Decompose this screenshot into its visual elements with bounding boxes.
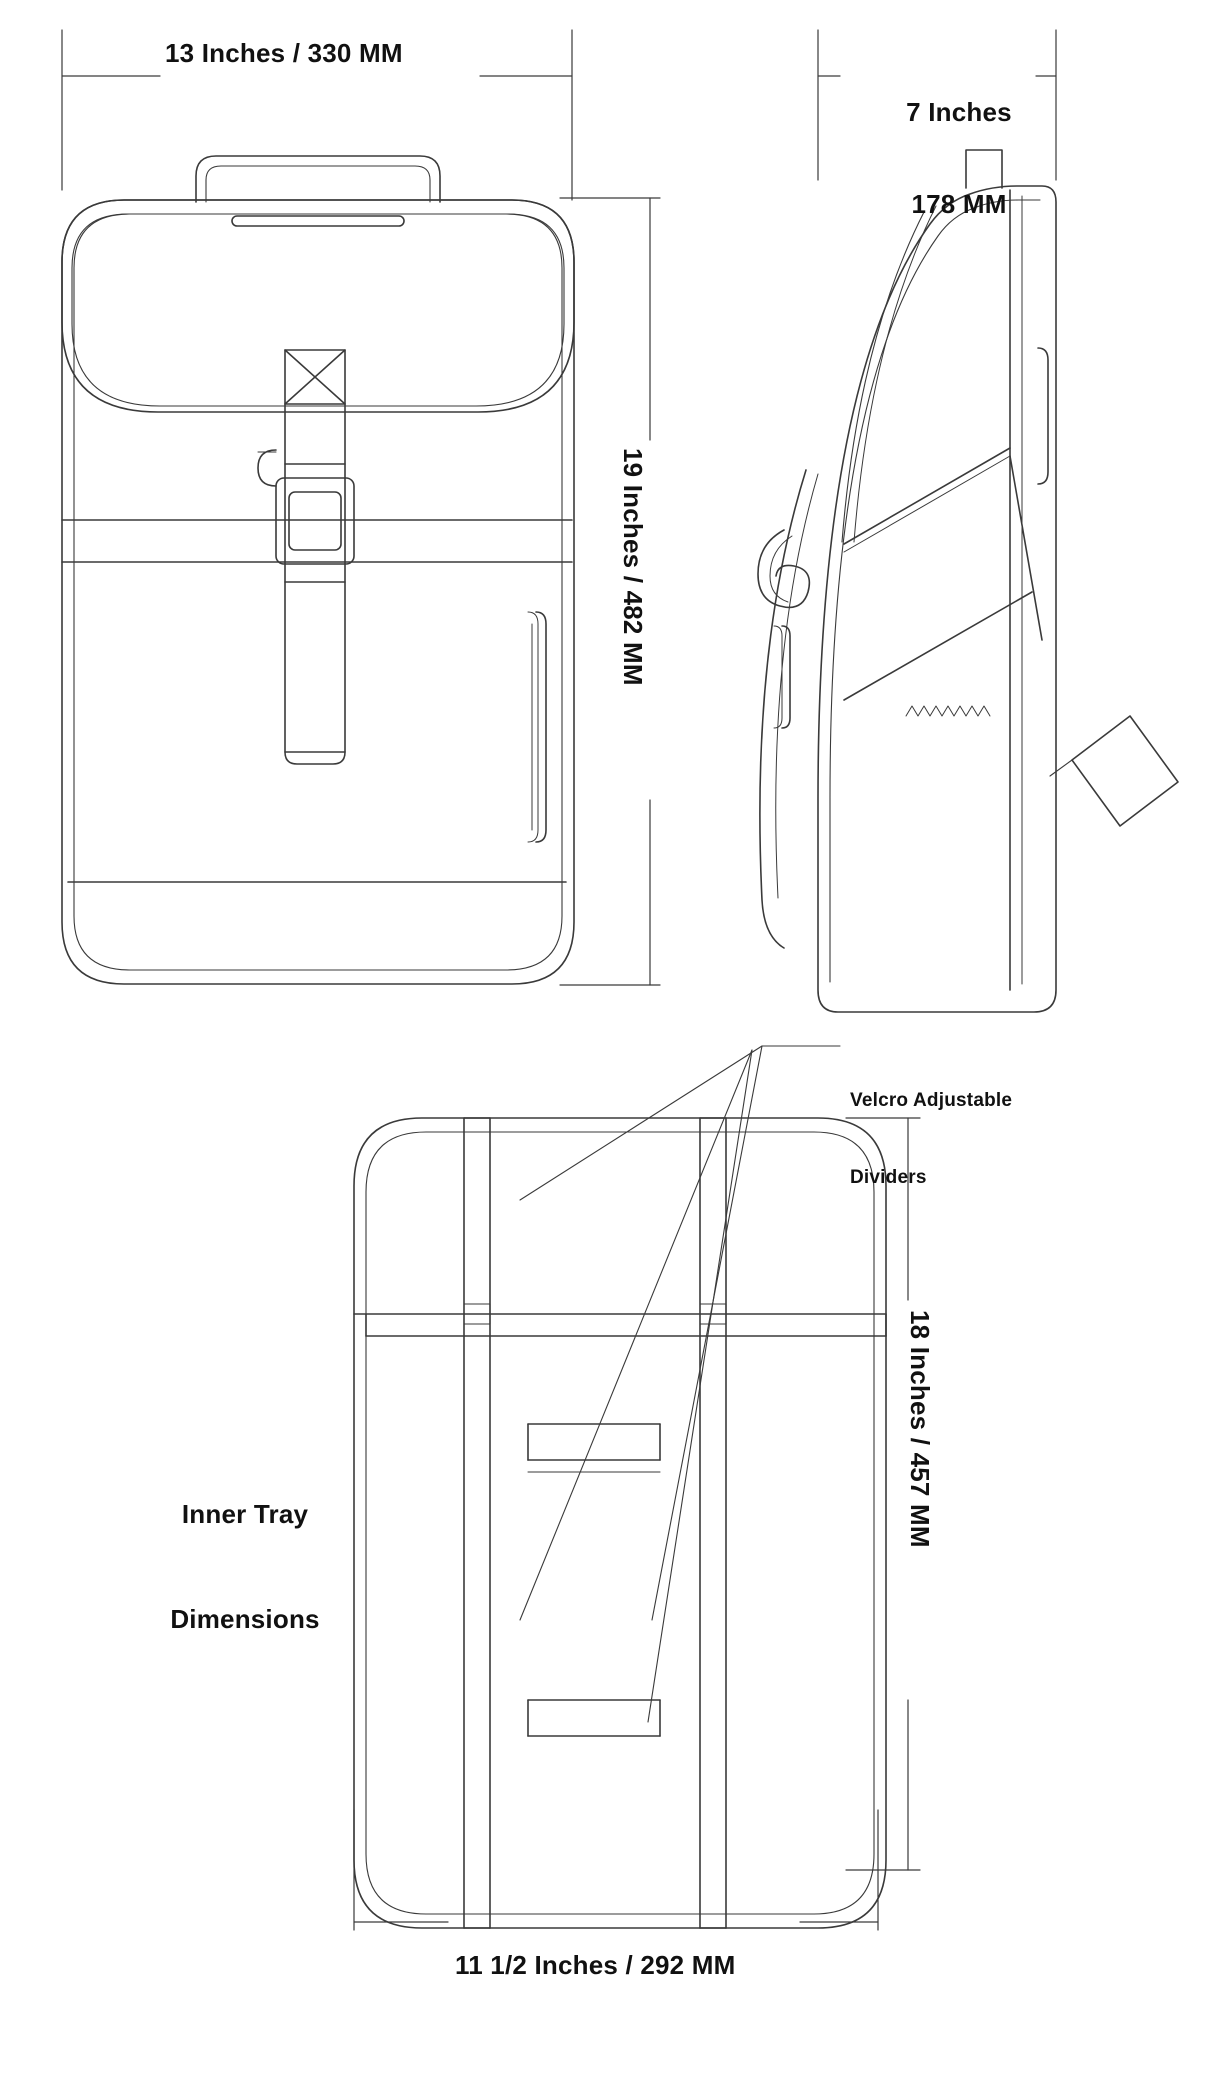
front-strap-lower [285,582,345,752]
tray-width-dimension [354,1810,878,1930]
side-width-label-line2: 178 MM [911,189,1007,220]
side-front-strap [760,470,806,948]
front-body-inner-edge [74,214,562,970]
velcro-leader-lines [520,1046,840,1722]
side-diagonal-base [844,592,1032,700]
front-buckle-loop-left [258,450,276,486]
front-flap-inner-edge [72,214,564,406]
side-body-inner-edge [830,200,1040,982]
front-strap-upper [285,404,345,464]
side-texture-zigzag [906,706,990,716]
side-zipper-pocket [774,626,790,728]
overall-height-label: 19 Inches / 482 MM [618,448,648,686]
velcro-dividers-note [850,1037,1080,1242]
side-width-label [854,36,1064,281]
front-buckle-outer [276,478,354,564]
inner-tray-label-line1: Inner Tray [181,1499,309,1530]
side-diagonal-upper [844,448,1010,544]
velcro-note-line1: Velcro Adjustable [850,1090,1013,1112]
front-handle-grip [232,216,404,226]
inner-tray-label-line2: Dimensions [170,1604,320,1635]
front-pocket-zipper [528,612,546,842]
front-buckle-inner [289,492,341,550]
side-width-label-line1: 7 Inches [906,97,1012,128]
front-body-outline [62,200,574,984]
velcro-note-line2: Dividers [850,1167,927,1189]
side-diagonal-lower [1010,456,1042,640]
front-strap-tip [285,752,345,764]
side-strap-tail [1072,716,1178,826]
inner-tray-label [130,1427,360,1708]
side-strap-hook [758,530,809,607]
side-latch [1038,348,1048,484]
inner-tray-view-group [354,1046,920,1930]
tray-width-label: 11 1/2 Inches / 292 MM [455,1950,736,1980]
tray-outline [354,1118,886,1928]
front-handle-outline [196,156,440,202]
front-width-label: 13 Inches / 330 MM [165,38,403,68]
front-view-group [62,30,660,985]
tray-height-label: 18 Inches / 457 MM [905,1310,935,1548]
front-handle-inner [206,166,430,202]
tray-inner-edge [366,1132,874,1914]
